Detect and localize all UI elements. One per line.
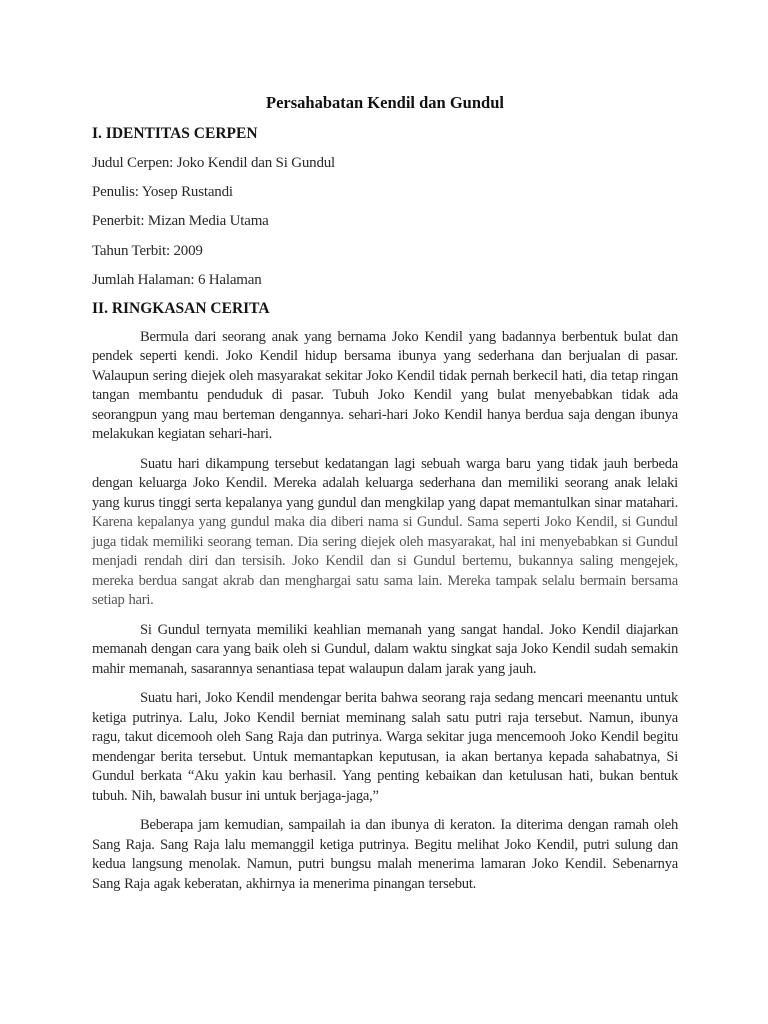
identity-tahun: Tahun Terbit: 2009 xyxy=(92,242,203,259)
summary-paragraph-3: Si Gundul ternyata memiliki keahlian memanah yang sangat handal. Joko Kendil diajarkan memanah dengan cara yang baik oleh si Gundul, dalam waktu singkat saja Joko Kendil sudah semakin mahir memanah, sasarannya senantiasa tepat walaupun dalam jarak yang jauh. xyxy=(92,621,678,677)
section-heading-ringkasan: II. RINGKASAN CERITA xyxy=(92,299,270,317)
summary-paragraph-4: Suatu hari, Joko Kendil mendengar berita bahwa seorang raja sedang mencari meenantu untuk ketiga putrinya. Lalu, Joko Kendil berniat meminang salah satu putri raja tersebut. Namun, ibunya ragu, takut dicemooh oleh Sang Raja dan putrinya. Warga sekitar juga mencemooh Joko Kendil begitu mendengar berita tersebut. Untuk memantapkan keputusan, ia akan bertanya kepada sahabatnya, Si Gundul berkata “Aku yakin kau berhasil. Yang penting kebaikan dan ketulusan hati, bukan bentuk tubuh. Nih, bawalah busur ini untuk berjaga-jaga,” xyxy=(92,690,678,804)
document-title: Persahabatan Kendil dan Gundul xyxy=(266,93,504,112)
summary-paragraph-1: Bermula dari seorang anak yang bernama Joko Kendil yang badannya berbentuk bulat dan pendek seperti kendi. Joko Kendil hidup bersama ibunya yang sederhana dan berjualan di pasar. Walaupun sering diejek oleh masyarakat sekitar Joko Kendil tidak pernah berkecil hati, dia tetap ringan tangan membantu penduduk di pasar. Tubuh Joko Kendil yang bulat menyebabkan tidak ada seorangpun yang mau berteman dengannya. sehari-hari Joko Kendil hanya berdua saja dengan ibunya melakukan kegiatan sehari-hari. xyxy=(92,328,678,443)
section-heading-identitas: I. IDENTITAS CERPEN xyxy=(92,125,258,142)
identity-penerbit: Penerbit: Mizan Media Utama xyxy=(92,213,269,230)
identity-jumlah-halaman: Jumlah Halaman: 6 Halaman xyxy=(92,271,262,288)
document-page xyxy=(92,92,678,904)
summary-paragraph-2-part-b: Karena kepalanya yang gundul maka dia diberi nama si Gundul. Sama seperti Joko Kendil, si Gundul juga tidak memiliki seorang teman. Dia sering diejek oleh masyarakat, hal ini menyebabkan si Gundul menjadi rendah diri dan tersisih. Joko Kendil dan si Gundul bertemu, bukannya saling mengejek, mereka berdua sangat akrab dan menghargai satu sama lain. Mereka tampak selalu bermain bersama setiap hari. xyxy=(92,514,678,609)
summary-paragraph-2-part-a: Suatu hari dikampung tersebut kedatangan lagi sebuah warga baru yang tidak jauh berbeda dengan keluarga Joko Kendil. Mereka adalah keluarga sederhana dan memiliki seorang anak lelaki yang kurus tinggi serta kepalanya yang gundul dan mengkilap yang dapat memantulkan sinar matahari. xyxy=(92,455,678,511)
summary-paragraph-2 xyxy=(92,455,678,611)
identity-penulis: Penulis: Yosep Rustandi xyxy=(92,184,233,201)
identity-judul: Judul Cerpen: Joko Kendil dan Si Gundul xyxy=(92,155,336,171)
summary-paragraph-5: Beberapa jam kemudian, sampailah ia dan ibunya di keraton. Ia diterima dengan ramah oleh Sang Raja. Sang Raja lalu memanggil ketiga putrinya. Begitu melihat Joko Kendil, putri sulung dan kedua langsung menolak. Namun, putri bungsu malah menerima lamaran Joko Kendil. Sebenarnya Sang Raja agak keberatan, akhirnya ia menerima pinangan tersebut. xyxy=(92,817,678,892)
